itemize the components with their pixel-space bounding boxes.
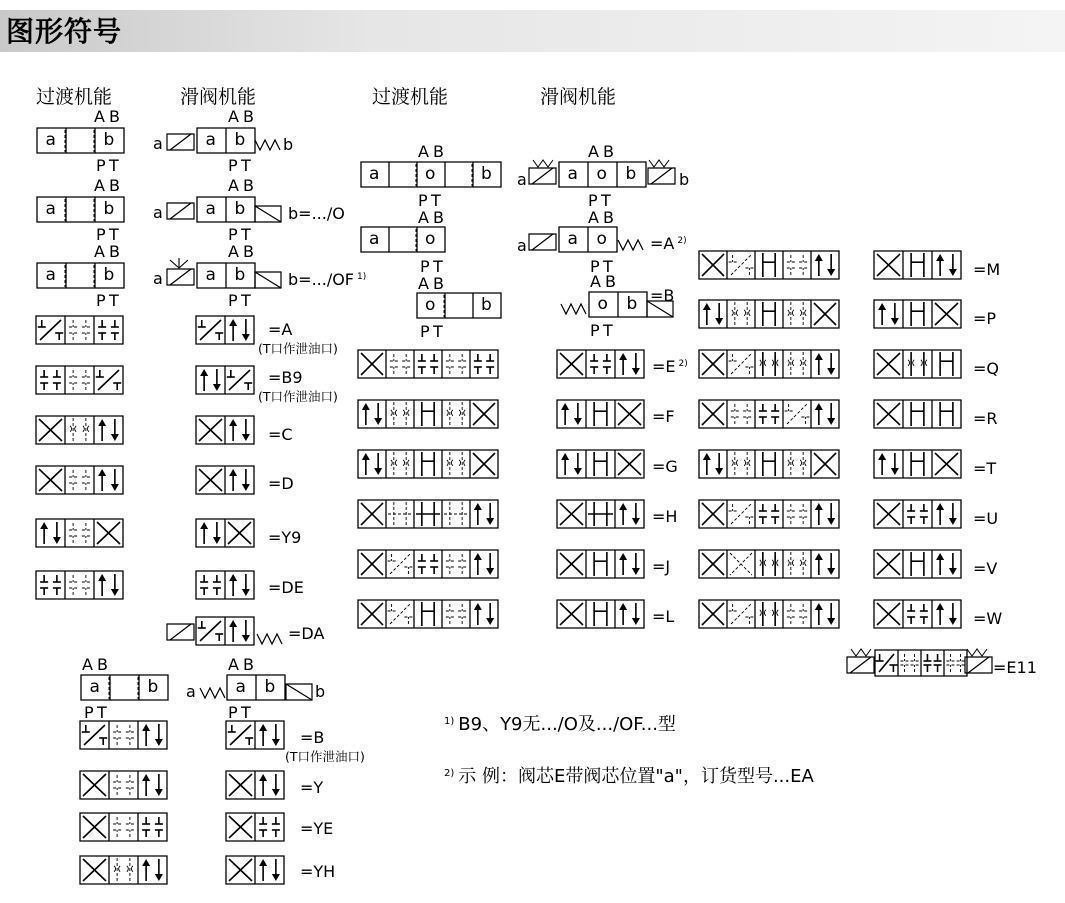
heading-spool-2: 滑阀机能 <box>540 86 617 108</box>
transition-row-3 <box>34 414 125 446</box>
port-label-P: P <box>96 156 106 175</box>
spring-3pos-A <box>617 238 647 252</box>
spool-W <box>872 598 963 630</box>
port-label-B: B <box>243 655 254 674</box>
spring-b-1 <box>254 138 284 152</box>
spool-position-label: a <box>205 265 216 285</box>
spool-B <box>224 719 286 751</box>
spool-3pos-label-B: =B <box>650 286 675 305</box>
spool-label-Y: =Y <box>300 778 324 797</box>
solenoid-label-a-3pos: a <box>517 170 527 189</box>
spool-position-label: o <box>596 229 607 249</box>
dashed-divider <box>443 295 445 317</box>
port-label-T: T <box>241 703 251 722</box>
spool-position-label: a <box>205 130 216 150</box>
port-label-T: T <box>241 291 251 310</box>
port-label-P: P <box>228 703 238 722</box>
spool-L <box>555 598 646 630</box>
dashed-divider <box>93 199 95 221</box>
port-label-P: P <box>228 291 238 310</box>
spool-T <box>872 448 963 480</box>
transition-row-Y <box>78 769 169 801</box>
port-label-P: P <box>418 191 428 210</box>
spool-position-label: b <box>234 130 246 150</box>
solenoid-label-b-3pos: b <box>679 170 690 189</box>
spring-a-bottom <box>199 686 229 700</box>
spool-position-label: o <box>425 164 436 184</box>
solenoid-a <box>166 267 196 287</box>
spool-position-label: o <box>596 164 607 184</box>
spool-label-YE: =YE <box>300 819 334 838</box>
dashed-divider <box>415 164 417 186</box>
port-label-A: A <box>82 655 93 674</box>
spool-label-R: =R <box>973 409 998 428</box>
transition-row-4 <box>34 464 125 496</box>
spool-E11 <box>873 648 969 678</box>
port-label-P: P <box>84 703 94 722</box>
spool-J <box>555 548 646 580</box>
port-label-A: A <box>94 107 105 126</box>
spool-label-F: =F <box>652 407 675 426</box>
spool-note-B9: (T口作泄油口) <box>258 389 338 404</box>
port-label-B: B <box>433 274 444 293</box>
port-label-P: P <box>96 225 106 244</box>
port-label-B: B <box>97 655 108 674</box>
spool-DE <box>194 569 256 601</box>
port-label-T: T <box>431 191 441 210</box>
port-label-T: T <box>109 156 119 175</box>
spool-position-label: o <box>425 295 436 315</box>
spool-note-B: (T口作泄油口) <box>285 749 365 764</box>
port-label-B: B <box>433 142 444 161</box>
transition-row-5 <box>34 517 125 549</box>
spool-label-A: =A <box>268 320 293 339</box>
transition-row-2 <box>34 364 125 396</box>
port-label-A: A <box>94 242 105 261</box>
spool-U <box>872 498 963 530</box>
spool-label-J: =J <box>652 557 671 576</box>
spool-label-C: =C <box>268 425 293 444</box>
spool-label-Y9: =Y9 <box>268 528 302 547</box>
spool-YH <box>224 854 286 886</box>
transition-5cell-row-5 <box>697 448 841 480</box>
port-label-B: B <box>109 107 120 126</box>
solenoid-a <box>166 132 196 152</box>
transition-row-B <box>78 719 169 751</box>
solenoid-label-a: a <box>153 203 163 222</box>
port-label-B: B <box>109 176 120 195</box>
spool-position-label: b <box>481 164 492 184</box>
spool-label-DA: =DA <box>288 624 325 643</box>
spool-position-label: a <box>45 199 56 219</box>
spool-position-label: a <box>567 164 578 184</box>
port-label-T: T <box>97 703 107 722</box>
spool-Y <box>224 769 286 801</box>
return-plate-1 <box>254 205 282 223</box>
spool-label-W: =W <box>973 609 1003 628</box>
footnote-2: $^{2)}$ 示 例：阀芯E带阀芯位置"a"，订货型号...EA <box>444 766 814 787</box>
spool-M <box>872 249 963 281</box>
dashed-divider <box>64 265 66 287</box>
port-label-P: P <box>420 322 430 341</box>
transition-3pos-row-3 <box>356 448 500 480</box>
transition-row-6 <box>34 569 125 601</box>
port-label-P: P <box>590 257 600 276</box>
dashed-divider <box>137 677 139 699</box>
solenoid-E11-a <box>846 655 876 675</box>
transition-5cell-row-7 <box>697 548 841 580</box>
dashed-divider <box>108 677 110 699</box>
solenoid-a <box>166 201 196 221</box>
port-label-A: A <box>228 655 239 674</box>
spool-label-YH: =YH <box>300 862 336 881</box>
transition-5cell-row-4 <box>697 398 841 430</box>
spool-position-label: o <box>597 294 608 314</box>
spool-position-label: a <box>369 164 380 184</box>
spool-position-label: b <box>264 677 276 697</box>
spool-label-L: =L <box>652 607 675 626</box>
spool-position-label: a <box>205 199 216 219</box>
spool-position-label: b <box>234 265 246 285</box>
spring-label-a: a <box>186 682 196 701</box>
spool-position-label: a <box>369 229 380 249</box>
transition-row-1 <box>34 314 125 346</box>
spool-B9 <box>194 364 256 396</box>
spool-position-label: b <box>234 199 246 219</box>
spool-D <box>194 464 256 496</box>
spool-label-P: =P <box>973 309 997 328</box>
port-label-T: T <box>241 225 251 244</box>
transition-row-YH <box>78 854 169 886</box>
spool-position-label: a <box>45 130 56 150</box>
spool-label-DE: =DE <box>268 578 304 597</box>
port-label-A: A <box>418 274 429 293</box>
transition-5cell-row-1 <box>697 249 841 281</box>
port-label-A: A <box>418 142 429 161</box>
spool-position-label: a <box>89 677 100 697</box>
port-label-T: T <box>109 225 119 244</box>
spool-E <box>555 348 646 380</box>
spring-DA <box>256 632 286 646</box>
dashed-divider <box>415 229 417 251</box>
port-label-T: T <box>603 257 613 276</box>
transition-3pos-row-6 <box>356 598 500 630</box>
port-label-P: P <box>588 191 598 210</box>
dashed-divider <box>93 265 95 287</box>
spool-label-U: =U <box>973 509 999 528</box>
solenoid-DA <box>166 622 196 642</box>
spool-V <box>872 548 963 580</box>
spring-3pos-B <box>560 302 590 316</box>
spring-mark-a <box>532 158 558 168</box>
port-label-B: B <box>433 208 444 227</box>
spool-position-label: b <box>147 677 159 697</box>
spool-3pos-label-A: =A $^{2)}$ <box>650 234 687 253</box>
manual-override-icon <box>168 258 190 270</box>
label-b-bottom: b <box>315 682 326 701</box>
spool-position-label: b <box>481 295 492 315</box>
spool-position-label: b <box>103 199 115 219</box>
transition-3pos-row-4 <box>356 498 500 530</box>
spool-R <box>872 398 963 430</box>
spool-position-label: b <box>103 130 115 150</box>
header-bar <box>0 10 1065 52</box>
port-label-P: P <box>590 321 600 340</box>
port-label-B: B <box>603 142 614 161</box>
solenoid-label-a-A: a <box>517 236 527 255</box>
port-label-B: B <box>243 176 254 195</box>
page-title: 图形符号 <box>6 15 123 48</box>
transition-3pos-row-5 <box>356 548 500 580</box>
port-label-A: A <box>418 208 429 227</box>
spool-label-T: =T <box>973 459 997 478</box>
port-label-B: B <box>109 242 120 261</box>
port-label-A: A <box>590 272 601 291</box>
spool-P <box>872 298 963 330</box>
dashed-divider <box>471 164 473 186</box>
transition-5cell-row-3 <box>697 348 841 380</box>
spool-YE <box>224 811 286 843</box>
spool-position-label: b <box>626 294 638 314</box>
spool-label-B9: =B9 <box>268 368 303 387</box>
return-plate-bottom <box>285 683 313 701</box>
transition-5cell-row-2 <box>697 298 841 330</box>
spool-position-label: a <box>45 265 56 285</box>
port-label-P: P <box>228 156 238 175</box>
port-label-B: B <box>605 272 616 291</box>
port-label-T: T <box>433 257 443 276</box>
spool-label-B: =B <box>300 728 325 747</box>
transition-5cell-row-8 <box>697 598 841 630</box>
spool-position-label: b <box>103 265 115 285</box>
port-label-P: P <box>420 257 430 276</box>
spool-label-V: =V <box>973 559 998 578</box>
solenoid-3pos-a <box>528 166 558 186</box>
spring-mark-b <box>648 158 674 168</box>
spool-label-E: =E $^{2)}$ <box>652 357 688 376</box>
port-label-T: T <box>109 291 119 310</box>
spool-label-H: =H <box>652 507 678 526</box>
port-label-A: A <box>228 176 239 195</box>
spool-position-label: b <box>625 164 637 184</box>
solenoid-E11-b <box>964 655 994 675</box>
dashed-divider <box>64 199 66 221</box>
label-b: b <box>283 135 294 154</box>
spool-label-E11: =E11 <box>993 658 1037 677</box>
port-label-A: A <box>94 176 105 195</box>
heading-transition-1: 过渡机能 <box>36 86 113 108</box>
spool-label-G: =G <box>652 457 678 476</box>
port-label-A: A <box>228 107 239 126</box>
return-plate-2 <box>254 271 282 289</box>
dashed-divider <box>93 130 95 152</box>
spool-G <box>555 448 646 480</box>
spool-label-Q: =Q <box>973 359 999 378</box>
footnote-1: $^{1)}$ B9、Y9无.../O及.../OF...型 <box>444 714 676 735</box>
port-label-A: A <box>588 208 599 227</box>
spool-position-label: o <box>425 229 436 249</box>
port-label-P: P <box>228 225 238 244</box>
spool-A <box>194 314 256 346</box>
solenoid-label-a: a <box>153 269 163 288</box>
transition-3pos-row-1 <box>356 348 500 380</box>
transition-row-YE <box>78 811 169 843</box>
spool-position-label: a <box>567 229 578 249</box>
heading-transition-2: 过渡机能 <box>372 86 449 108</box>
spool-label-M: =M <box>973 260 1001 279</box>
heading-spool-1: 滑阀机能 <box>180 86 257 108</box>
spool-F <box>555 398 646 430</box>
port-label-P: P <box>96 291 106 310</box>
spool-DA <box>194 615 256 647</box>
spool-H <box>555 498 646 530</box>
spool-Y9 <box>194 517 256 549</box>
spring-mark-E11-b <box>966 647 992 657</box>
spool-label-D: =D <box>268 474 294 493</box>
solenoid-3pos-b <box>647 166 677 186</box>
port-label-T: T <box>241 156 251 175</box>
port-label-A: A <box>228 242 239 261</box>
spool-position-label: a <box>235 677 246 697</box>
port-label-T: T <box>603 321 613 340</box>
spool-Q <box>872 348 963 380</box>
port-label-A: A <box>588 142 599 161</box>
label-b-O: b=.../O <box>288 204 345 223</box>
label-b-OF: b=.../OF $^{1)}$ <box>288 270 367 289</box>
port-label-B: B <box>603 208 614 227</box>
port-label-B: B <box>243 242 254 261</box>
spool-C <box>194 414 256 446</box>
transition-3pos-row-2 <box>356 398 500 430</box>
solenoid-label-a: a <box>153 134 163 153</box>
port-label-B: B <box>243 107 254 126</box>
dashed-divider <box>64 130 66 152</box>
port-label-T: T <box>433 322 443 341</box>
solenoid-3pos-A <box>528 232 558 252</box>
spool-note-A: (T口作泄油口) <box>258 341 338 356</box>
port-label-T: T <box>601 191 611 210</box>
transition-5cell-row-6 <box>697 498 841 530</box>
